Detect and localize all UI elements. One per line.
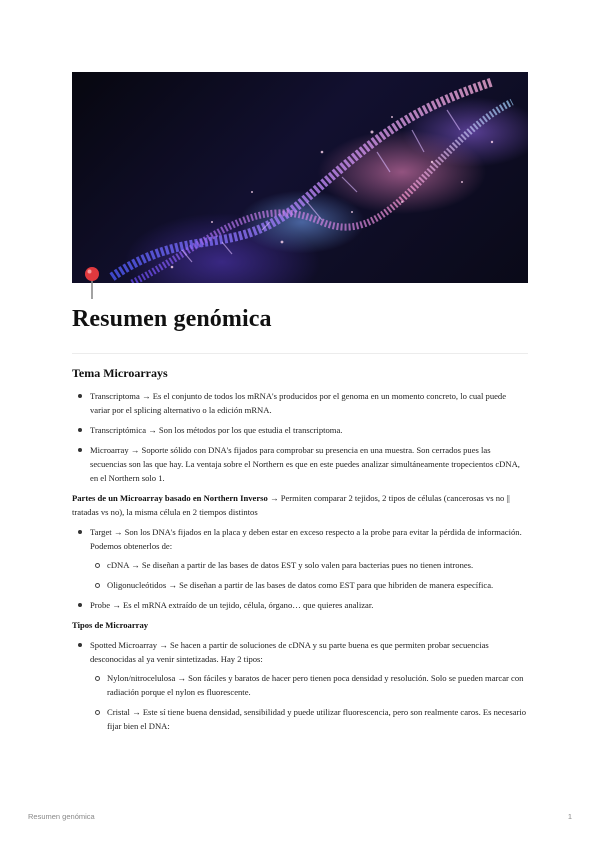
term-text: → Este sí tiene buena densidad, sensibilidad y puede utilizar fluorescencia, pero son realmente caros. Es necesario fijar bien el DNA:: [107, 707, 527, 731]
list-item: [72, 598, 528, 612]
term-label: Transcriptómica: [90, 425, 147, 435]
dna-helix-image: [72, 72, 528, 283]
intro-list: [72, 389, 528, 485]
list-item: [72, 389, 528, 417]
footer-document-title: Resumen genómica: [28, 812, 95, 821]
partes-paragraph: [72, 491, 528, 519]
spotted-sublist: [90, 671, 528, 733]
list-item: [72, 443, 528, 485]
term-label: Probe: [90, 600, 111, 610]
sub-list-item: [90, 671, 528, 699]
sub-list-item: [90, 705, 528, 733]
term-label: cDNA: [107, 560, 129, 570]
document-body: [72, 366, 528, 739]
term-label: Target: [90, 527, 112, 537]
term-text: → Es el mRNA extraído de un tejido, célula, órgano… que quieres analizar.: [110, 600, 374, 610]
term-text: → Se hacen a partir de soluciones de cDNA y su parte buena es que permiten probar secuencias desconocidas al ya venir sintetizadas. Hay 2 tipos:: [90, 640, 489, 664]
term-text: → Son los DNA's fijados en la placa y deben estar en exceso respecto a la probe para evitar la pérdida de información. Podemos obtenerlos de:: [90, 527, 522, 551]
partes-heading: Partes de un Microarray basado en Northern Inverso: [72, 493, 268, 503]
term-text: → Soporte sólido con DNA's fijados para comprobar su presencia en una muestra. Son cerrados pues las secuencias son las que hay. La ventaja sobre el Northern es que en este puedes analizar simultáneamente tropecientos cDNA, en el Northern solo 1.: [90, 445, 520, 483]
tipos-paragraph: [72, 618, 528, 632]
term-text: → Se diseñan a partir de las bases de datos EST y solo valen para bacterias pues no tienen intrones.: [128, 560, 474, 570]
term-text: → Se diseñan a partir de las bases de datos como EST para que hibriden de manera específica.: [166, 580, 494, 590]
dna-helix-art: [72, 72, 528, 283]
partes-list: [72, 525, 528, 612]
list-item: [72, 423, 528, 437]
section-heading: Tema Microarrays: [72, 366, 168, 380]
footer-page-number: 1: [567, 812, 572, 821]
intro-block: [72, 389, 528, 733]
term-text: → Son los métodos por los que estudia el transcriptoma.: [146, 425, 343, 435]
term-label: Cristal: [107, 707, 130, 717]
pushpin-icon: [82, 266, 102, 300]
list-item: [72, 525, 528, 592]
term-label: Transcriptoma: [90, 391, 140, 401]
tipos-heading: Tipos de Microarray: [72, 620, 149, 630]
term-label: Nylon/nitrocelulosa: [107, 673, 176, 683]
term-label: Spotted Microarray: [90, 640, 158, 650]
partes-text: → Permiten comparar 2 tejidos, 2 tipos de células (cancerosas vs no || tratadas vs no), la misma célula en 2 tiempos distintos: [72, 493, 510, 517]
term-text: → Es el conjunto de todos los mRNA's producidos por el genoma en un momento concreto, lo cual puede variar por el splicing alternativo o la edición mRNA.: [90, 391, 507, 415]
title-divider: [72, 353, 528, 354]
target-sublist: [90, 558, 528, 592]
term-label: Oligonucleótidos: [107, 580, 167, 590]
list-item: [72, 638, 528, 733]
term-label: Microarray: [90, 445, 129, 455]
term-text: → Son fáciles y baratos de hacer pero tienen poca densidad y resolución. Solo se pueden marcar con radiación porque el nylon es fluorescente.: [107, 673, 524, 697]
tipos-list: [72, 638, 528, 733]
sub-list-item: [90, 558, 528, 572]
sub-list-item: [90, 578, 528, 592]
page-title: Resumen genómica: [72, 306, 272, 332]
